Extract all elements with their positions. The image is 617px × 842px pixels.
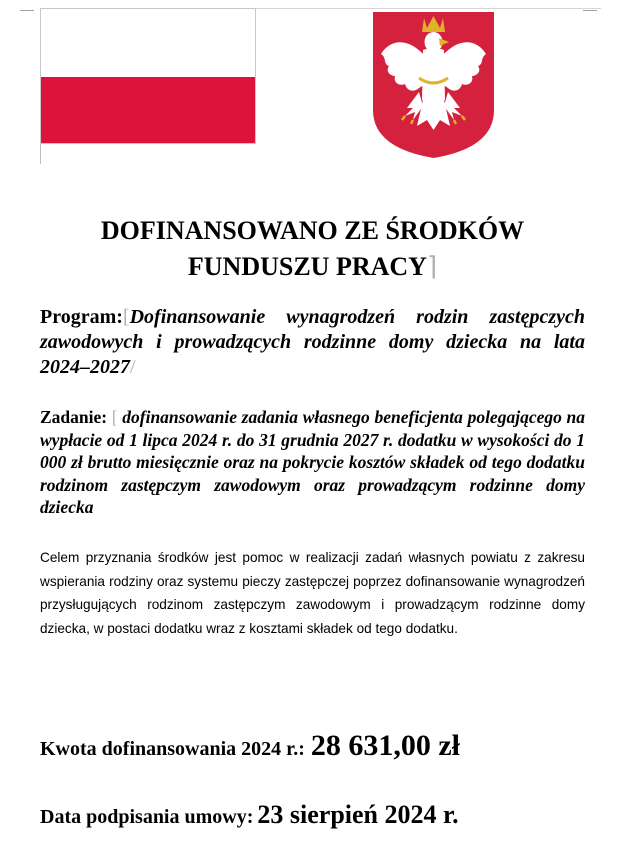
polish-eagle-emblem-icon	[369, 8, 498, 160]
task-label: Zadanie:	[40, 407, 108, 427]
amount-line	[40, 729, 460, 763]
page-title-line-1: DOFINANSOWANO ZE ŚRODKÓW	[100, 216, 525, 245]
page-corner-mark-left	[20, 0, 34, 11]
amount-label: Kwota dofinansowania 2024 r.:	[40, 738, 305, 760]
task-section: Zadanie: [ dofinansowanie zadania własnego beneficjenta polegającego na wypłacie od 1 lipca 2024 r. do 31 grudnia 2027 r. dodatku w wysokości do 1 000 zł brutto miesięcznie oraz na pokrycie kosztów składek od tego dodatku rodzinom zastępczym zawodowym oraz prowadzącym rodzinne domy dziecka	[40, 407, 585, 517]
flag-red-stripe	[41, 77, 255, 143]
program-value: Dofinansowanie wynagrodzeń rodzin zastępczych zawodowych i prowadzących rodzinne domy dziecka na lata 2024–2027	[40, 306, 585, 378]
page-title-line-2: FUNDUSZU PRACY⌉	[187, 252, 438, 281]
signing-date-value: 23 sierpień 2024 r.	[257, 800, 459, 829]
flag-white-stripe	[41, 9, 255, 77]
program-label: Program:	[40, 306, 123, 328]
signing-date-label: Data podpisania umowy:	[40, 806, 254, 828]
polish-flag-icon	[40, 8, 256, 144]
purpose-paragraph: Celem przyznania środków jest pomoc w realizacji zadań własnych powiatu z zakresu wspierania rodziny oraz systemu pieczy zastępczej poprzez dofinansowanie wynagrodzeń przysługujących rodzinom zastępczym zawodowym i prowadzącym rodzinne domy dziecka, w postaci dodatku wraz z kosztami składek od tego dodatku.	[40, 550, 585, 636]
signing-date-line	[40, 800, 459, 830]
task-value: dofinansowanie zadania własnego beneficjenta polegającego na wypłacie od 1 lipca 2024 r. do 31 grudnia 2027 r. dodatku w wysokości do 1 000 zł brutto miesięcznie oraz na pokrycie kosztów składek od tego dodatku rodzinom zastępczym zawodowym oraz prowadzącym rodzinne domy dziecka	[40, 407, 585, 517]
amount-value: 28 631,00 zł	[310, 729, 461, 762]
page-corner-mark-right	[583, 0, 597, 11]
program-section: Program:[Dofinansowanie wynagrodzeń rodzin zastępczych zawodowych i prowadzących rodzinne domy dziecka na lata 2024–2027/	[40, 306, 585, 378]
page-title	[40, 213, 585, 285]
